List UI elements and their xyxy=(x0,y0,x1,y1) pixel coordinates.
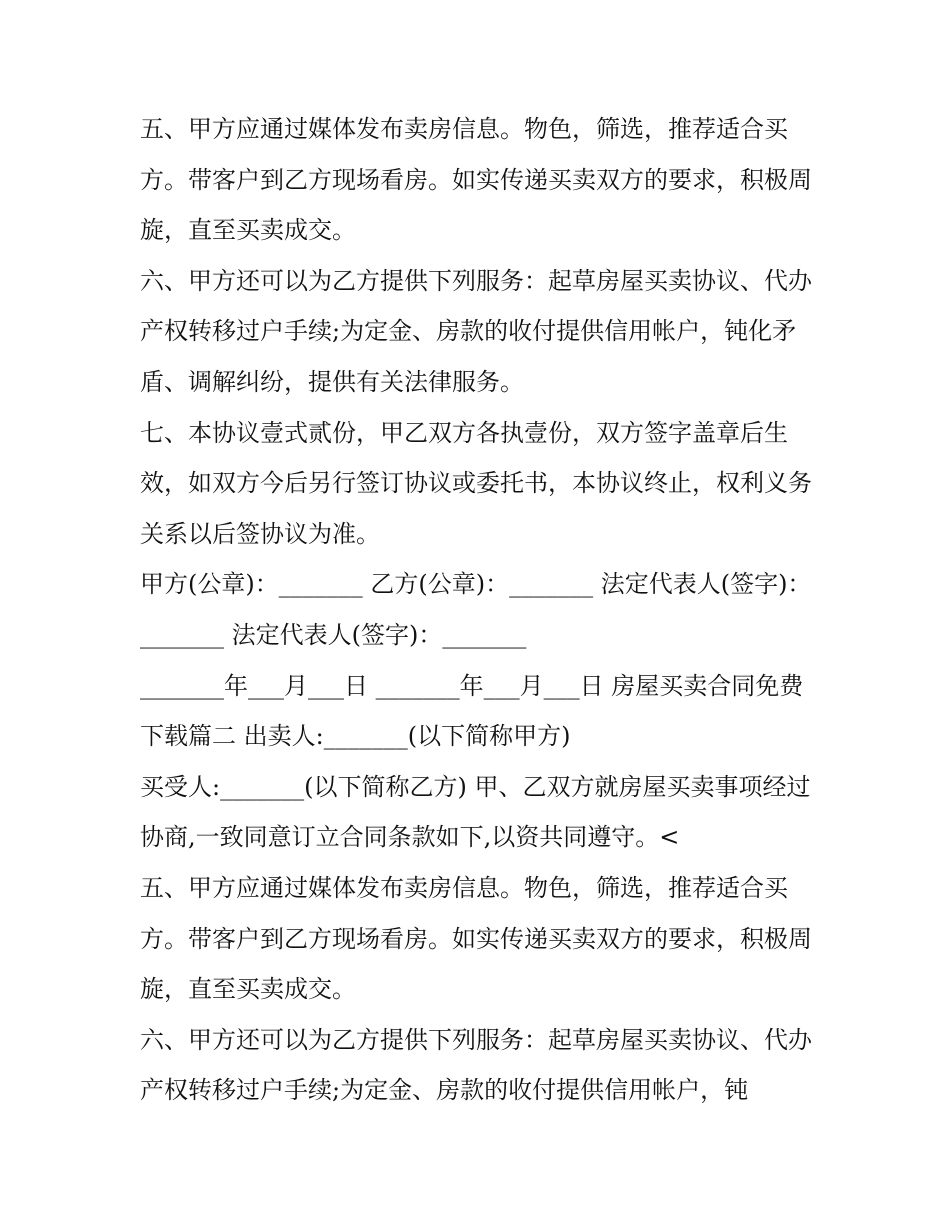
paragraph-clause-6-partial: 六、甲方还可以为乙方提供下列服务：起草房屋买卖协议、代办产权转移过户手续;为定金、房款的收付提供信用帐户，钝 xyxy=(140,1025,812,1105)
paragraph-buyer-intro: 买受人:_______(以下简称乙方) 甲、乙双方就房屋买卖事项经过协商,一致同意订立合同条款如下,以资共同遵守。< xyxy=(140,772,811,852)
paragraph-clause-6: 六、甲方还可以为乙方提供下列服务：起草房屋买卖协议、代办产权转移过户手续;为定金、房款的收付提供信用帐户，钝化矛盾、调解纠纷，提供有关法律服务。 xyxy=(140,266,812,396)
paragraph-clause-5-repeat: 五、甲方应通过媒体发布卖房信息。物色，筛选，推荐适合买方。带客户到乙方现场看房。如实传递买卖双方的要求，积极周旋，直至买卖成交。 xyxy=(140,873,812,1004)
paragraph-dates-and-seller: _______年___月___日 _______年___月___日 房屋买卖合同免费下载篇二 出卖人:_______(以下简称甲方) xyxy=(140,671,804,751)
paragraph-signatures: 甲方(公章)：_______ 乙方(公章)：_______ 法定代表人(签字)：_______ 法定代表人(签字)：_______ xyxy=(140,570,812,649)
document-body xyxy=(140,104,820,1116)
paragraph-clause-5: 五、甲方应通过媒体发布卖房信息。物色，筛选，推荐适合买方。带客户到乙方现场看房。如实传递买卖双方的要求，积极周旋，直至买卖成交。 xyxy=(140,115,812,245)
paragraph-clause-7: 七、本协议壹式贰份，甲乙双方各执壹份，双方签字盖章后生效，如双方今后另行签订协议或委托书，本协议终止，权利义务关系以后签协议为准。 xyxy=(140,418,812,548)
